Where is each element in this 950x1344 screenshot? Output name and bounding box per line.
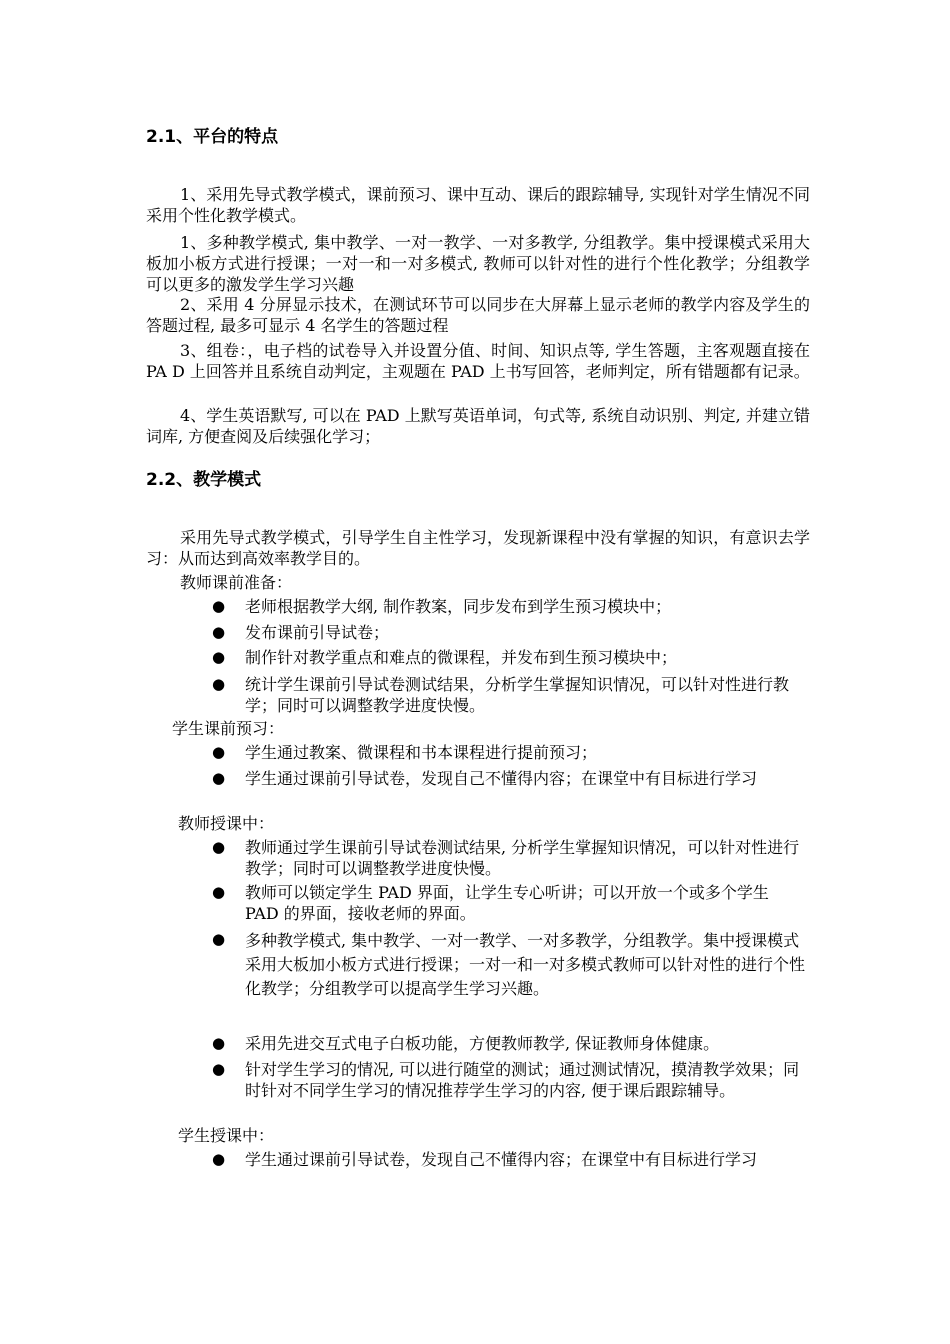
section-heading-platform-features: 2.1、平台的特点: [146, 127, 279, 147]
list-item-text: 多种教学模式, 集中教学、一对一教学、一对多教学，分组教学。集中授课模式采用大板加小板方式进行授课；一对一和一对多模式教师可以针对性的进行个性化教学；分组教学可以提高学生学习兴趣。: [245, 931, 806, 998]
list-item-text: 老师根据教学大纲, 制作教案，同步发布到学生预习模块中；: [245, 597, 672, 616]
bullet-icon: ●: [212, 597, 226, 615]
list-item-text: 采用先进交互式电子白板功能，方便教师教学, 保证教师身体健康。: [245, 1034, 720, 1053]
section-heading-teaching-mode: 2.2、教学模式: [146, 470, 262, 490]
bullet-icon: ●: [212, 623, 226, 641]
feature-paragraph-1: 1、采用先导式教学模式，课前预习、课中互动、课后的跟踪辅导, 实现针对学生情况不同采用个性化教学模式。: [146, 185, 810, 225]
bullet-icon: ●: [212, 838, 226, 856]
bullet-icon: ●: [212, 675, 226, 693]
bullet-icon: ●: [212, 743, 226, 761]
list-item-text: 教师可以锁定学生 PAD 界面，让学生专心听讲；可以开放一个或多个学生 PAD 的界面，接收老师的界面。: [245, 883, 769, 923]
bullet-icon: ●: [212, 769, 226, 787]
group-label-teacher-in-class: 教师授课中：: [178, 814, 275, 833]
list-item-text: 教师通过学生课前引导试卷测试结果, 分析学生掌握知识情况，可以针对性进行教学；同时可以调整教学进度快慢。: [245, 838, 800, 878]
list-item-text: 统计学生课前引导试卷测试结果，分析学生掌握知识情况，可以针对性进行教学；同时可以调整教学进度快慢。: [245, 675, 790, 715]
feature-paragraph-4: 3、组卷：，电子档的试卷导入并设置分值、时间、知识点等, 学生答题，主客观题直接在 PA D 上回答并且系统自动判定，主观题在 PAD 上书写回答，老师判定，所有错题都有记录。: [146, 341, 810, 381]
feature-paragraph-3: 2、采用 4 分屏显示技术，在测试环节可以同步在大屏幕上显示老师的教学内容及学生的答题过程, 最多可显示 4 名学生的答题过程: [146, 295, 810, 335]
bullet-icon: ●: [212, 930, 226, 948]
bullet-icon: ●: [212, 1034, 226, 1052]
group-label-student-in-class: 学生授课中：: [178, 1126, 275, 1145]
bullet-icon: ●: [212, 648, 226, 666]
bullet-icon: ●: [212, 1150, 226, 1168]
group-label-teacher-preparation: 教师课前准备：: [180, 573, 293, 592]
teaching-mode-intro: 采用先导式教学模式，引导学生自主性学习，发现新课程中没有掌握的知识，有意识去学习：从而达到高效率教学目的。: [146, 528, 810, 568]
feature-paragraph-2: 1、多种教学模式, 集中教学、一对一教学、一对多教学, 分组教学。集中授课模式采用大板加小板方式进行授课；一对一和一对多模式, 教师可以针对性的进行个性化教学；分组教学可以更多的激发学生学习兴趣: [146, 233, 810, 294]
group-label-student-preview: 学生课前预习：: [172, 719, 285, 738]
list-item-text: 针对学生学习的情况, 可以进行随堂的测试；通过测试情况，摸清教学效果；同时针对不同学生学习的情况推荐学生学习的内容, 便于课后跟踪辅导。: [245, 1060, 800, 1100]
bullet-icon: ●: [212, 883, 226, 901]
list-item-text: 学生通过课前引导试卷，发现自己不懂得内容；在课堂中有目标进行学习: [245, 769, 758, 788]
list-item-text: 学生通过教案、微课程和书本课程进行提前预习；: [245, 743, 598, 762]
bullet-icon: ●: [212, 1060, 226, 1078]
list-item-text: 制作针对教学重点和难点的微课程，并发布到生预习模块中；: [245, 648, 678, 667]
list-item-text: 发布课前引导试卷；: [245, 623, 390, 642]
list-item-text: 学生通过课前引导试卷，发现自己不懂得内容；在课堂中有目标进行学习: [245, 1150, 758, 1169]
feature-paragraph-5: 4、学生英语默写, 可以在 PAD 上默写英语单词，句式等, 系统自动识别、判定, 并建立错词库, 方便查阅及后续强化学习；: [146, 406, 810, 446]
